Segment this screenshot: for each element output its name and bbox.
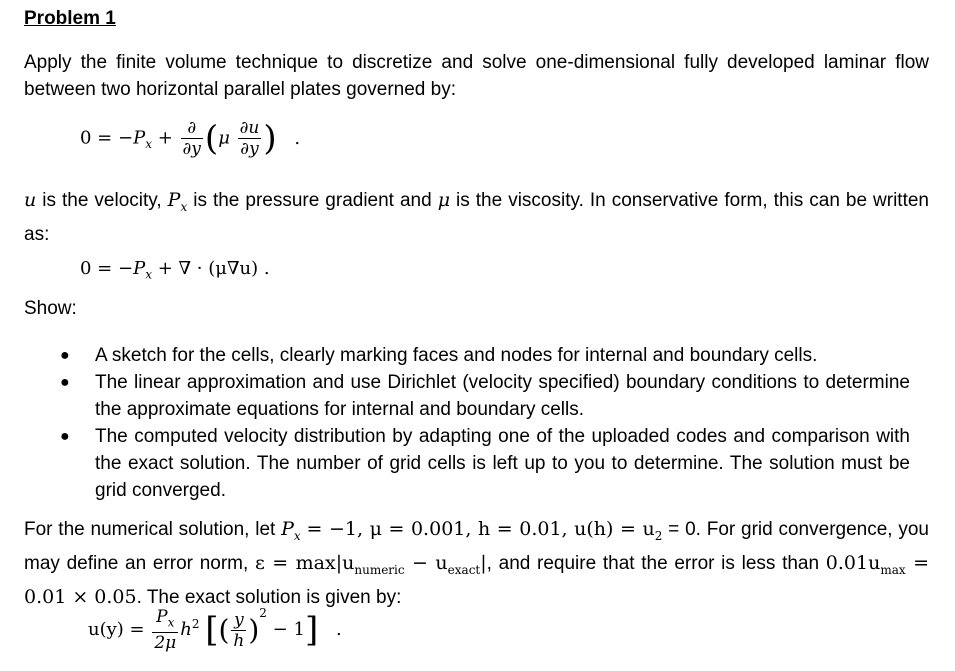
- governing-equation: $0 = -P_x$ + $\frac{\partial}{\partial y}$ (μ $\frac{\partial u}{\partial y}$ ) .: [80, 118, 301, 159]
- eq1-pressure: P: [133, 127, 146, 149]
- list-item: ● A sketch for the cells, clearly marking faces and nodes for internal and boundary cells.: [60, 345, 818, 366]
- eq1-outer-derivative: $\frac{\partial}{\partial y}$: [182, 118, 201, 159]
- requirements-list: [60, 342, 910, 504]
- list-item: ● The computed velocity distribution by adapting one of the uploaded codes and comparison with the exact solution. The number of grid cells is left up to you to determine. The solution must be grid converged.: [60, 426, 910, 501]
- exact-solution-equation: u(y) = $\frac{P_x}{2\mu}$ $h^2$ [( $\frac{y}{h}$ )$^2$ − 1] .: [88, 606, 342, 654]
- eq1-inner-derivative: $\frac{\partial u}{\partial y}$: [239, 118, 260, 159]
- eq1-plus: +: [151, 127, 173, 149]
- numerical-paragraph: For the numerical solution, let $P_x = -1$, μ = 0.001, h = 0.01, $u(h) = u_2 = 0$. For grid convergence, you may define an error norm, $\varepsilon = \max|u_{numeric} - u_{exact}|$, and require that the error is less than $0.01u_{max} = 0.01 \times 0.05$. The exact solution is given by:: [24, 518, 930, 608]
- eq1-lhs: 0 = −: [80, 127, 134, 149]
- eq1-period: .: [294, 127, 301, 149]
- intro-paragraph: Apply the finite volume technique to discretize and solve one-dimensional fully developed laminar flow between two horizontal parallel plates governed by:: [24, 52, 929, 100]
- conservative-equation: $0 = -P_x$ + ∇ · (μ∇u) .: [80, 258, 270, 282]
- description-paragraph: u is the velocity, $P_x$ is the pressure gradient and μ is the viscosity. In conservative form, this can be written as:: [24, 189, 929, 245]
- eq1-x-sub: x: [145, 137, 152, 152]
- show-label: Show:: [24, 298, 77, 319]
- y-over-h: $\frac{y}{h}$: [233, 609, 245, 651]
- eq1-mu: μ: [218, 127, 230, 149]
- exact-coefficient: $\frac{P_x}{2\mu}$: [154, 606, 177, 654]
- list-item: ● The linear approximation and use Dirichlet (velocity specified) boundary conditions to determine the approximate equations for internal and boundary cells.: [60, 372, 910, 420]
- problem-title: Problem 1: [24, 8, 116, 29]
